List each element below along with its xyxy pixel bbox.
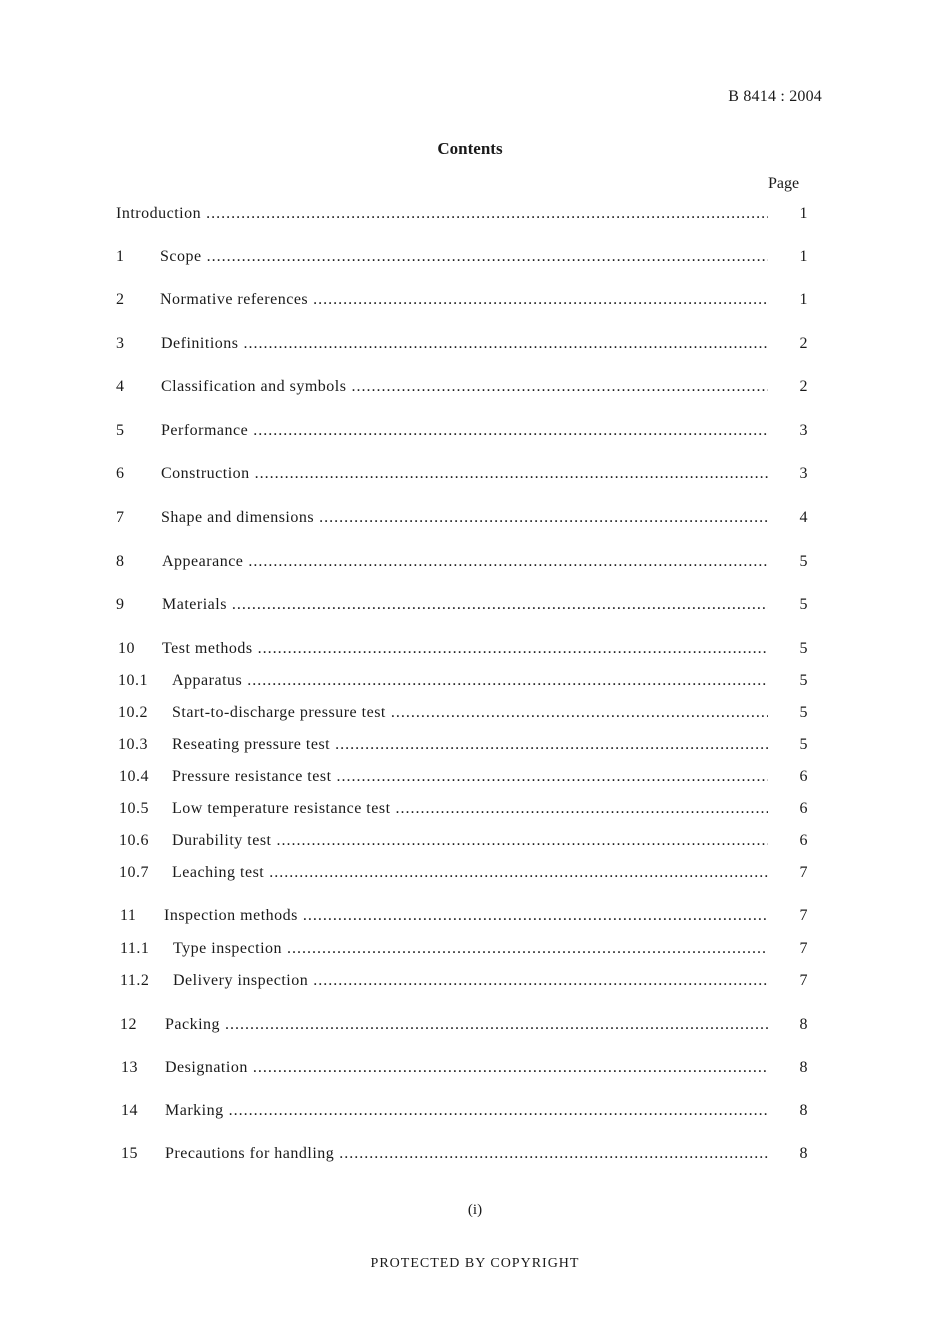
toc-entry-number: 10 bbox=[118, 640, 135, 657]
toc-entry[interactable] bbox=[116, 1016, 808, 1038]
toc-entry-page: 1 bbox=[799, 291, 808, 308]
toc-entry-number: 12 bbox=[120, 1016, 137, 1033]
toc-entry-page: 5 bbox=[799, 553, 808, 570]
toc-subentry[interactable] bbox=[116, 972, 808, 994]
toc-entry-page: 8 bbox=[799, 1145, 808, 1162]
toc-entry-number: 7 bbox=[116, 509, 125, 526]
toc-entry-number: 11 bbox=[120, 907, 137, 924]
toc-entry[interactable] bbox=[116, 907, 808, 929]
toc-entry-page: 7 bbox=[799, 972, 808, 989]
toc-entry-page: 5 bbox=[799, 596, 808, 613]
toc-entry-page: 7 bbox=[799, 940, 808, 957]
toc-subentry[interactable] bbox=[116, 768, 808, 790]
toc-entry-page: 5 bbox=[799, 704, 808, 721]
toc-entry-number: 8 bbox=[116, 553, 125, 570]
toc-entry-page: 3 bbox=[799, 422, 808, 439]
toc-entry-label: Shape and dimensions ..... bbox=[161, 509, 768, 527]
toc-entry-number: 1 bbox=[116, 248, 125, 265]
toc-entry-page: 4 bbox=[799, 509, 808, 526]
toc-entry-label: Precautions for handling ..... bbox=[165, 1145, 768, 1163]
toc-entry-label: Definitions ..... bbox=[161, 335, 768, 353]
toc-entry-number: 15 bbox=[121, 1145, 138, 1162]
page-title: Contents bbox=[437, 139, 503, 158]
toc-entry-page: 1 bbox=[799, 205, 808, 222]
copyright-notice: PROTECTED BY COPYRIGHT bbox=[370, 1256, 580, 1271]
toc-entry-page: 3 bbox=[799, 465, 808, 482]
toc-entry-number: 10.2 bbox=[118, 704, 148, 721]
toc-entry-label: Introduction ..... bbox=[116, 205, 768, 223]
toc-entry-page: 8 bbox=[799, 1016, 808, 1033]
toc-entry-page: 7 bbox=[799, 907, 808, 924]
toc-entry-number: 10.6 bbox=[119, 832, 149, 849]
toc-subentry[interactable] bbox=[116, 832, 808, 854]
toc-entry-page: 6 bbox=[799, 768, 808, 785]
toc-entry[interactable] bbox=[116, 335, 808, 357]
toc-entry-page: 5 bbox=[799, 672, 808, 689]
toc-entry-label: Marking ..... bbox=[165, 1102, 768, 1120]
toc-entry[interactable] bbox=[116, 422, 808, 444]
toc-entry-label: Durability test ..... bbox=[172, 832, 768, 850]
toc-entry-label: Packing ..... bbox=[165, 1016, 768, 1034]
toc-entry-number: 3 bbox=[116, 335, 125, 352]
toc-entry-number: 10.4 bbox=[119, 768, 149, 785]
toc-entry-label: Classification and symbols ..... bbox=[161, 378, 768, 396]
toc-entry-number: 10.3 bbox=[118, 736, 148, 753]
toc-entry-page: 8 bbox=[799, 1059, 808, 1076]
toc-entry[interactable] bbox=[116, 378, 808, 400]
toc-entry-label: Appearance ..... bbox=[162, 553, 768, 571]
toc-entry-number: 11.2 bbox=[120, 972, 150, 989]
toc-entry-label: Leaching test ..... bbox=[172, 864, 768, 882]
toc-entry-number: 13 bbox=[121, 1059, 138, 1076]
toc-entry-label: Designation ..... bbox=[165, 1059, 768, 1077]
toc-entry-label: Scope ..... bbox=[160, 248, 768, 266]
toc-entry-label: Normative references ..... bbox=[160, 291, 768, 309]
toc-entry-introduction[interactable] bbox=[116, 205, 808, 227]
toc-entry-page: 8 bbox=[799, 1102, 808, 1119]
toc-entry-label: Inspection methods ..... bbox=[164, 907, 768, 925]
toc-entry-number: 10.7 bbox=[119, 864, 149, 881]
toc-entry-page: 1 bbox=[799, 248, 808, 265]
toc-entry-label: Apparatus ..... bbox=[172, 672, 768, 690]
toc-entry[interactable] bbox=[116, 640, 808, 662]
toc-entry[interactable] bbox=[116, 465, 808, 487]
toc-entry-label: Start-to-discharge pressure test ..... bbox=[172, 704, 768, 722]
toc-entry-page: 2 bbox=[799, 335, 808, 352]
toc-subentry[interactable] bbox=[116, 940, 808, 962]
toc-entry[interactable] bbox=[116, 1145, 808, 1167]
toc-entry-label: Low temperature resistance test ..... bbox=[172, 800, 768, 818]
toc-entry-number: 5 bbox=[116, 422, 125, 439]
toc-entry[interactable] bbox=[116, 1102, 808, 1124]
toc-entry-page: 5 bbox=[799, 640, 808, 657]
toc-entry-label: Delivery inspection ..... bbox=[173, 972, 768, 990]
toc-entry-number: 4 bbox=[116, 378, 125, 395]
toc-subentry[interactable] bbox=[116, 864, 808, 886]
toc-entry-number: 9 bbox=[116, 596, 125, 613]
toc-entry-label: Materials ..... bbox=[162, 596, 768, 614]
page-column-header: Page bbox=[768, 175, 800, 192]
toc-entry-page: 6 bbox=[799, 832, 808, 849]
toc-entry-number: 2 bbox=[116, 291, 125, 308]
toc-entry-label: Reseating pressure test ..... bbox=[172, 736, 768, 754]
toc-subentry[interactable] bbox=[116, 672, 808, 694]
toc-entry-label: Pressure resistance test ..... bbox=[172, 768, 768, 786]
toc-entry-number: 10.5 bbox=[119, 800, 149, 817]
toc-subentry[interactable] bbox=[116, 800, 808, 822]
toc-entry[interactable] bbox=[116, 596, 808, 618]
toc-entry-page: 5 bbox=[799, 736, 808, 753]
standard-number: B 8414 : 2004 bbox=[728, 88, 822, 105]
toc-entry-label: Type inspection ..... bbox=[173, 940, 768, 958]
toc-entry-label: Test methods ..... bbox=[162, 640, 768, 658]
toc-entry-number: 10.1 bbox=[118, 672, 148, 689]
toc-entry-page: 6 bbox=[799, 800, 808, 817]
toc-entry-page: 2 bbox=[799, 378, 808, 395]
toc-entry[interactable] bbox=[116, 248, 808, 270]
toc-subentry[interactable] bbox=[116, 736, 808, 758]
toc-entry-label: Performance ..... bbox=[161, 422, 768, 440]
toc-entry-number: 6 bbox=[116, 465, 125, 482]
toc-entry[interactable] bbox=[116, 553, 808, 575]
footer-page-number: (i) bbox=[467, 1202, 483, 1218]
toc-entry[interactable] bbox=[116, 509, 808, 531]
toc-entry[interactable] bbox=[116, 291, 808, 313]
toc-entry-label: Construction ..... bbox=[161, 465, 768, 483]
toc-subentry[interactable] bbox=[116, 704, 808, 726]
toc-entry-page: 7 bbox=[799, 864, 808, 881]
toc-entry-number: 11.1 bbox=[120, 940, 150, 957]
toc-entry-number: 14 bbox=[121, 1102, 138, 1119]
toc-entry[interactable] bbox=[116, 1059, 808, 1081]
